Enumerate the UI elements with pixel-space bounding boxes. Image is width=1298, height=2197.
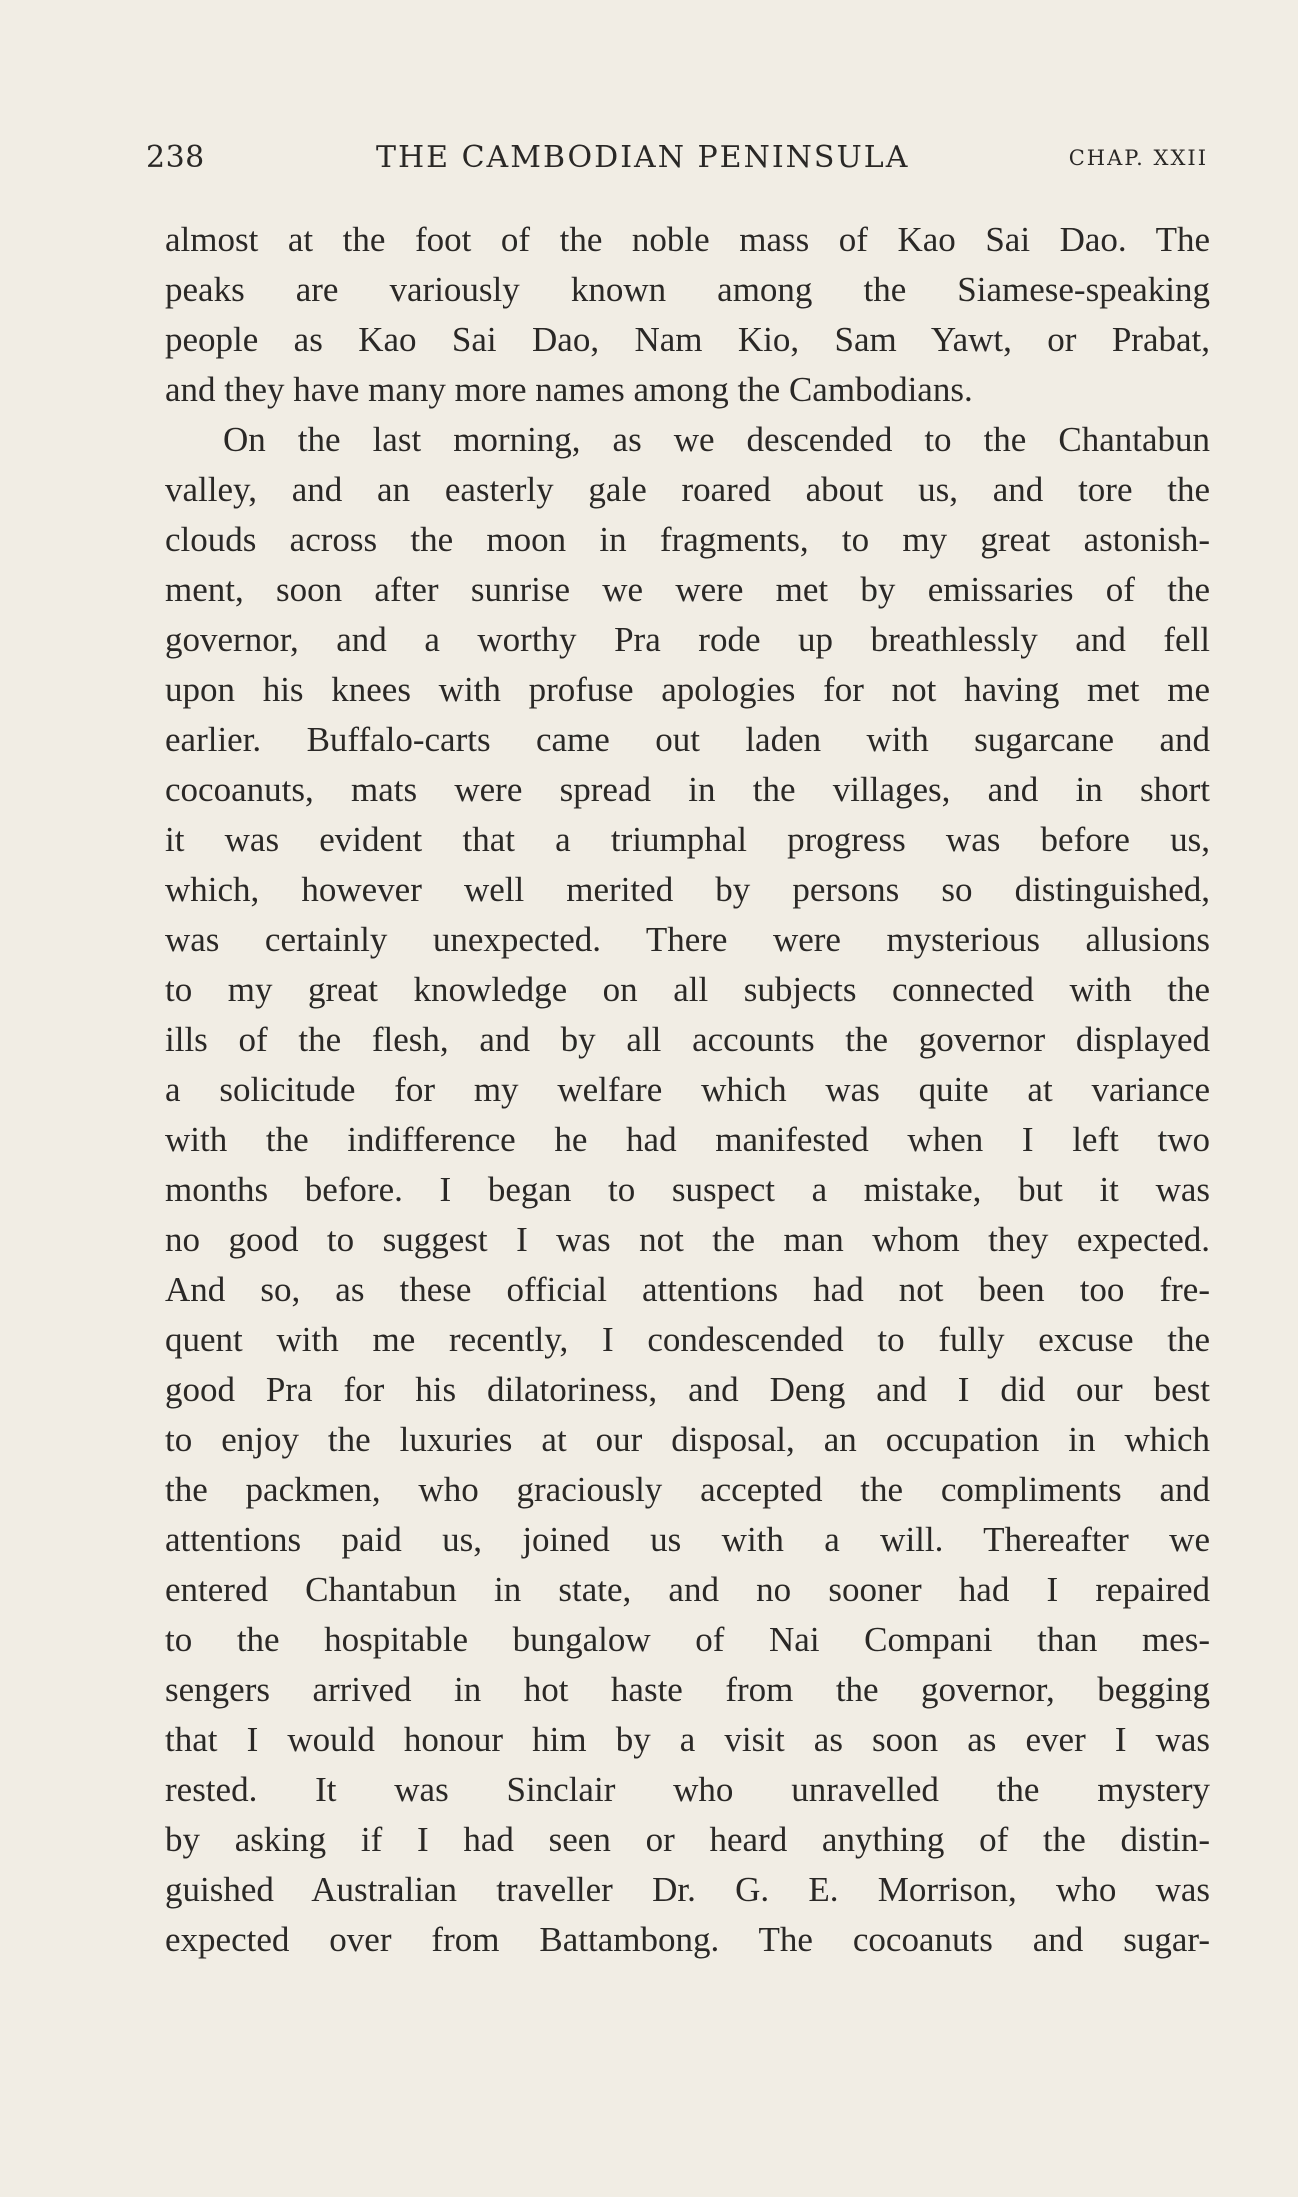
text-line: no good to suggest I was not the man whom they expected.: [165, 1220, 1210, 1259]
text-line: with the indifference he had manifested when I left two: [165, 1120, 1210, 1159]
page-number: 238: [146, 140, 205, 175]
text-line: attentions paid us, joined us with a will. Thereafter we: [165, 1520, 1210, 1559]
text-line: to my great knowledge on all subjects connected with the: [165, 970, 1210, 1009]
running-head: [146, 135, 1208, 181]
text-line: by asking if I had seen or heard anything of the distin-: [165, 1820, 1210, 1859]
text-line: sengers arrived in hot haste from the governor, begging: [165, 1670, 1210, 1709]
text-line: and they have many more names among the Cambodians.: [165, 370, 973, 409]
text-line: ment, soon after sunrise we were met by emissaries of the: [165, 570, 1210, 609]
text-line: peaks are variously known among the Siamese-speaking: [165, 270, 1210, 309]
text-line: almost at the foot of the noble mass of Kao Sai Dao. The: [165, 220, 1210, 259]
text-line: guished Australian traveller Dr. G. E. Morrison, who was: [165, 1870, 1210, 1909]
body-text: [165, 215, 1210, 1975]
paragraph-first-line: On the last morning, as we descended to the Chantabun: [223, 420, 1210, 459]
text-line: earlier. Buffalo-carts came out laden with sugarcane and: [165, 720, 1210, 759]
text-line: expected over from Battambong. The cocoanuts and sugar-: [165, 1920, 1210, 1959]
text-line: to the hospitable bungalow of Nai Compani than mes-: [165, 1620, 1210, 1659]
text-line: the packmen, who graciously accepted the compliments and: [165, 1470, 1210, 1509]
text-line: And so, as these official attentions had not been too fre-: [165, 1270, 1210, 1309]
text-line: good Pra for his dilatoriness, and Deng and I did our best: [165, 1370, 1210, 1409]
text-line: valley, and an easterly gale roared about us, and tore the: [165, 470, 1210, 509]
text-line: a solicitude for my welfare which was quite at variance: [165, 1070, 1210, 1109]
text-line: it was evident that a triumphal progress was before us,: [165, 820, 1210, 859]
chapter-label: CHAP. XXII: [1068, 146, 1208, 170]
text-line: cocoanuts, mats were spread in the villages, and in short: [165, 770, 1210, 809]
text-line: governor, and a worthy Pra rode up breathlessly and fell: [165, 620, 1210, 659]
text-line: people as Kao Sai Dao, Nam Kio, Sam Yawt, or Prabat,: [165, 320, 1210, 359]
text-line: quent with me recently, I condescended to fully excuse the: [165, 1320, 1210, 1359]
text-line: clouds across the moon in fragments, to my great astonish-: [165, 520, 1210, 559]
text-line: ills of the flesh, and by all accounts the governor displayed: [165, 1020, 1210, 1059]
text-line: was certainly unexpected. There were mysterious allusions: [165, 920, 1210, 959]
text-line: rested. It was Sinclair who unravelled the mystery: [165, 1770, 1210, 1809]
text-line: entered Chantabun in state, and no sooner had I repaired: [165, 1570, 1210, 1609]
text-line: upon his knees with profuse apologies for not having met me: [165, 670, 1210, 709]
text-line: which, however well merited by persons so distinguished,: [165, 870, 1210, 909]
text-line: that I would honour him by a visit as soon as ever I was: [165, 1720, 1210, 1759]
running-title: THE CAMBODIAN PENINSULA: [376, 140, 910, 175]
text-line: months before. I began to suspect a mistake, but it was: [165, 1170, 1210, 1209]
text-line: to enjoy the luxuries at our disposal, an occupation in which: [165, 1420, 1210, 1459]
